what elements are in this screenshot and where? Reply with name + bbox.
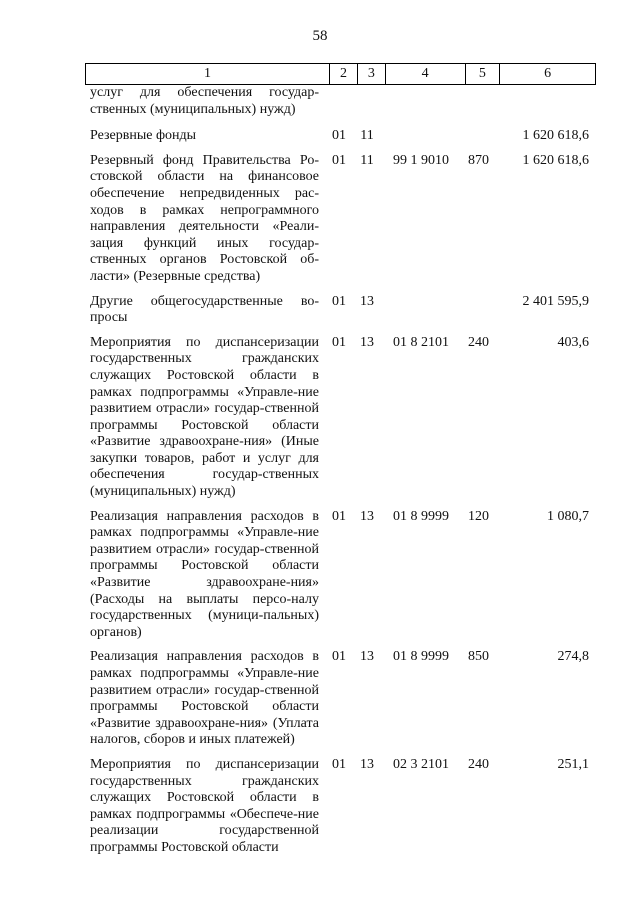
row-description: услуг для обеспечения государ-ственных (муниципальных) нужд) bbox=[90, 85, 319, 117]
row-expense-type bbox=[461, 85, 496, 118]
row-expense-type bbox=[461, 128, 496, 145]
row-subsection-code: 11 bbox=[360, 128, 374, 144]
row-subsection-code: 11 bbox=[360, 152, 374, 168]
row-target-article bbox=[381, 128, 461, 145]
row-description: Резервные фонды bbox=[90, 128, 197, 144]
row-expense-type: 850 bbox=[468, 649, 489, 665]
row-target-article bbox=[381, 85, 461, 118]
page-number: 58 bbox=[312, 28, 328, 44]
row-amount: 2 401 595,9 bbox=[522, 293, 589, 309]
row-subsection-code: 13 bbox=[360, 334, 374, 350]
column-header-1: 1 bbox=[86, 64, 330, 84]
row-expense-type: 870 bbox=[468, 152, 489, 168]
row-amount: 403,6 bbox=[557, 334, 589, 350]
row-target-article: 01 8 2101 bbox=[393, 334, 449, 350]
row-description: Мероприятия по диспансеризации государственных гражданских служащих Ростовской области в рамках подпрограммы «Управле-ние развитием отрасли» государ-ственной программы Ростовской области «Развитие здравоохране-ния» (Иные закупки товаров, работ и услуг для обеспечения государ-ственных (муниципальных) нужд) bbox=[90, 334, 319, 500]
row-section-code: 01 bbox=[332, 334, 346, 350]
row-expense-type: 240 bbox=[468, 334, 489, 350]
row-section-code bbox=[325, 85, 353, 118]
row-description: Мероприятия по диспансеризации государственных гражданских служащих Ростовской области в рамках подпрограммы «Обеспече-ние реализации государственной программы Ростовской области bbox=[90, 756, 319, 855]
table-row bbox=[90, 757, 596, 857]
table-row bbox=[90, 649, 596, 749]
row-amount: 1 620 618,6 bbox=[522, 152, 589, 168]
row-subsection-code: 13 bbox=[360, 293, 374, 309]
row-amount: 251,1 bbox=[557, 756, 589, 772]
table-row bbox=[90, 153, 596, 286]
column-header-5: 5 bbox=[466, 64, 501, 84]
table-row bbox=[90, 294, 596, 327]
row-section-code: 01 bbox=[332, 649, 346, 665]
row-amount: 1 620 618,6 bbox=[522, 128, 589, 144]
row-target-article: 99 1 9010 bbox=[393, 152, 449, 168]
row-target-article: 02 3 2101 bbox=[393, 756, 449, 772]
row-section-code: 01 bbox=[332, 152, 346, 168]
row-amount: 1 080,7 bbox=[547, 508, 589, 524]
row-expense-type: 120 bbox=[468, 508, 489, 524]
table-header bbox=[85, 63, 596, 85]
row-section-code: 01 bbox=[332, 293, 346, 309]
row-description: Резервный фонд Правительства Ро-стовской области на финансовое обеспечение непредвиденных рас-ходов в рамках непрограммного направления деятельности «Реали-зация функций иных государ-ственных органов Ростовской об-ласти» (Резервные средства) bbox=[90, 152, 319, 284]
row-description: Другие общегосударственные во-просы bbox=[90, 293, 319, 326]
table-row bbox=[90, 509, 596, 642]
column-header-3: 3 bbox=[358, 64, 386, 84]
table-row bbox=[90, 85, 596, 118]
row-expense-type: 240 bbox=[468, 756, 489, 772]
row-amount: 274,8 bbox=[557, 649, 589, 665]
table-row bbox=[90, 128, 596, 145]
column-header-2: 2 bbox=[330, 64, 358, 84]
row-target-article bbox=[381, 294, 461, 327]
row-section-code: 01 bbox=[332, 128, 346, 144]
row-subsection-code bbox=[353, 85, 381, 118]
row-amount bbox=[496, 85, 589, 118]
row-subsection-code: 13 bbox=[360, 649, 374, 665]
table-row bbox=[90, 335, 596, 501]
row-section-code: 01 bbox=[332, 508, 346, 524]
row-description: Реализация направления расходов в рамках подпрограммы «Управле-ние развитием отрасли» государ-ственной программы Ростовской области «Развитие здравоохране-ния» (Уплата налогов, сборов и иных платежей) bbox=[90, 649, 319, 748]
budget-table-body bbox=[90, 85, 596, 865]
row-expense-type bbox=[461, 294, 496, 327]
row-section-code: 01 bbox=[332, 756, 346, 772]
row-subsection-code: 13 bbox=[360, 756, 374, 772]
row-target-article: 01 8 9999 bbox=[393, 649, 449, 665]
column-header-6: 6 bbox=[544, 66, 552, 81]
row-subsection-code: 13 bbox=[360, 508, 374, 524]
row-target-article: 01 8 9999 bbox=[393, 508, 449, 524]
row-description: Реализация направления расходов в рамках подпрограммы «Управле-ние развитием отрасли» государ-ственной программы Ростовской области «Развитие здравоохране-ния» (Расходы на выплаты персо-налу государственных (муници-пальных) органов) bbox=[90, 508, 319, 640]
column-header-4: 4 bbox=[386, 64, 466, 84]
